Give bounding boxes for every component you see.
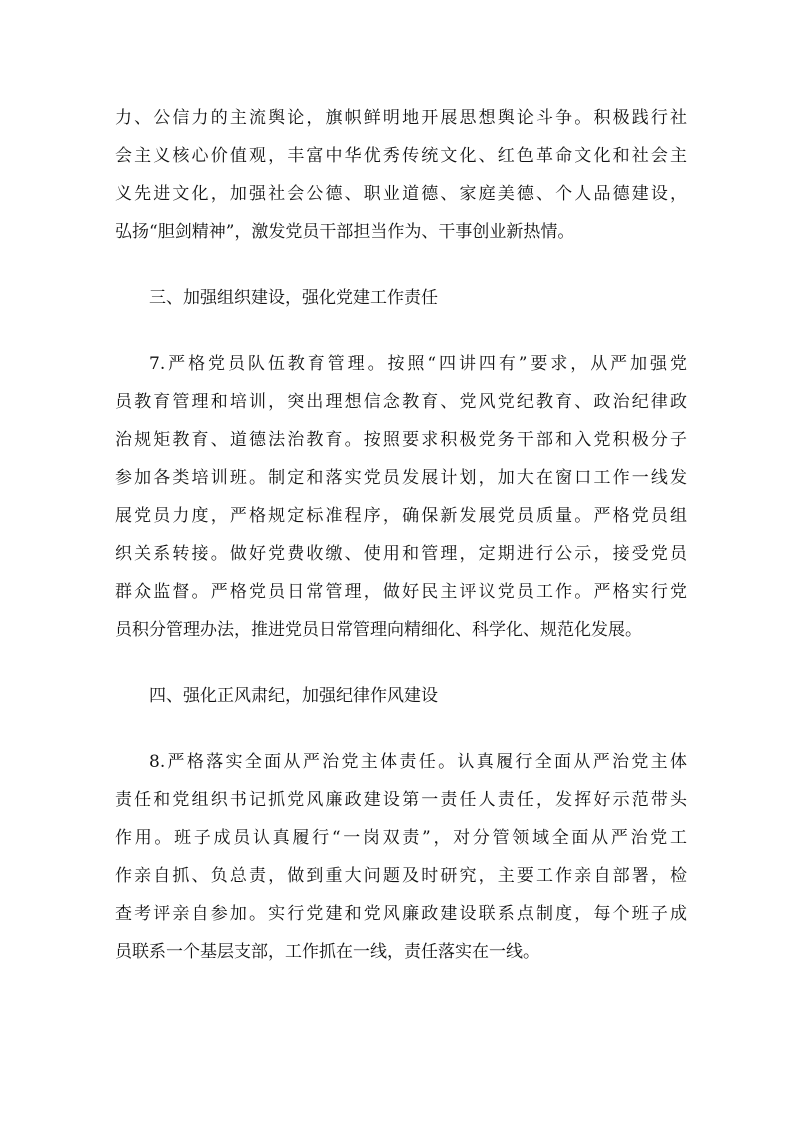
text-line: 责任和党组织书记抓党风廉政建设第一责任人责任，发挥好示范带头 — [115, 790, 687, 810]
section-heading-4: 四、强化正风肃纪，加强纪律作风建设 — [149, 686, 438, 706]
text-line: 查考评亲自参加。实行党建和党风廉政建设联系点制度，每个班子成 — [115, 904, 687, 924]
text-line: 展党员力度，严格规定标准程序，确保新发展党员质量。严格党员组 — [115, 506, 687, 526]
text-line: 义先进文化，加强社会公德、职业道德、家庭美德、个人品德建设， — [115, 184, 687, 204]
text-line: 员积分管理办法，推进党员日常管理向精细化、科学化、规范化发展。 — [115, 620, 642, 640]
text-line: 力、公信力的主流舆论，旗帜鲜明地开展思想舆论斗争。积极践行社 — [115, 108, 687, 128]
text-line: 会主义核心价值观，丰富中华优秀传统文化、红色革命文化和社会主 — [115, 146, 687, 166]
text-line: 7.严格党员队伍教育管理。按照“四讲四有”要求，从严加强党 — [149, 354, 687, 374]
text-line: 员联系一个基层支部，工作抓在一线，责任落实在一线。 — [115, 942, 540, 962]
paragraph-item-8 — [115, 743, 687, 971]
text-line: 作用。班子成员认真履行“一岗双责”，对分管领域全面从严治党工 — [115, 828, 687, 848]
document-body — [115, 99, 687, 971]
text-line: 治规矩教育、道德法治教育。按照要求积极党务干部和入党积极分子 — [115, 430, 687, 450]
text-line: 弘扬“胆剑精神”，激发党员干部担当作为、干事创业新热情。 — [115, 222, 575, 242]
section-heading-3: 三、加强组织建设，强化党建工作责任 — [149, 288, 438, 308]
paragraph-continuation — [115, 99, 687, 251]
text-line: 8.严格落实全面从严治党主体责任。认真履行全面从严治党主体 — [149, 752, 687, 772]
paragraph-item-7 — [115, 345, 687, 649]
text-line: 员教育管理和培训，突出理想信念教育、党风党纪教育、政治纪律政 — [115, 392, 687, 412]
text-line: 参加各类培训班。制定和落实党员发展计划，加大在窗口工作一线发 — [115, 468, 687, 488]
text-line: 作亲自抓、负总责，做到重大问题及时研究，主要工作亲自部署，检 — [115, 866, 687, 886]
text-line: 群众监督。严格党员日常管理，做好民主评议党员工作。严格实行党 — [115, 582, 687, 602]
text-line: 织关系转接。做好党费收缴、使用和管理，定期进行公示，接受党员 — [115, 544, 687, 564]
